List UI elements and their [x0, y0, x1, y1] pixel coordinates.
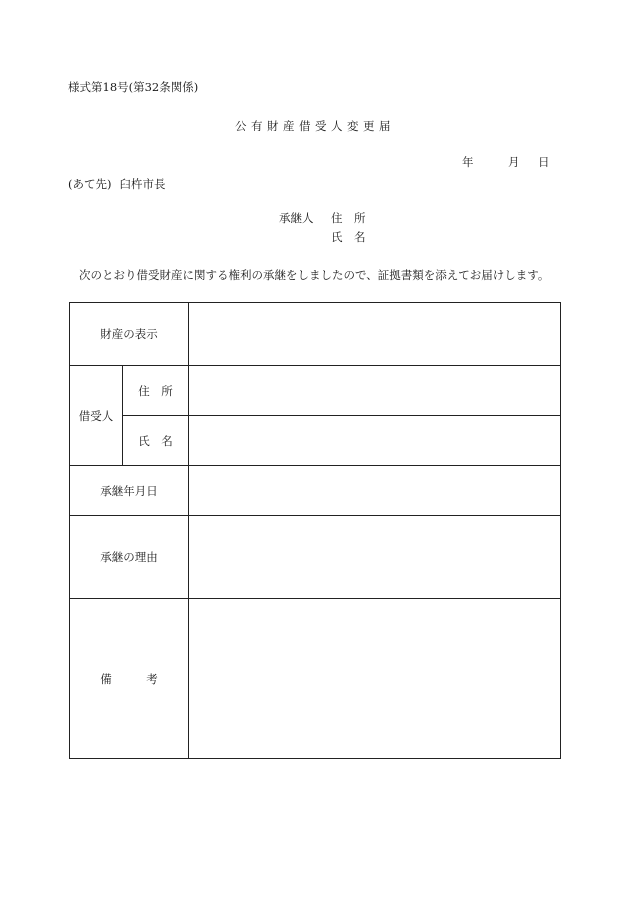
borrower-address-field[interactable]: [189, 366, 561, 416]
succession-reason-field[interactable]: [189, 516, 561, 599]
borrower-address-label: 住 所: [123, 366, 189, 416]
remarks-label: 備 考: [70, 599, 189, 759]
date-day-label: 日: [538, 155, 550, 169]
remarks-field[interactable]: [189, 599, 561, 759]
property-row: [70, 303, 561, 366]
borrower-name-label: 氏 名: [123, 416, 189, 466]
form-number: 様式第18号(第32条関係): [68, 80, 199, 94]
successor-name-label: 氏 名: [331, 230, 366, 244]
date-line: [462, 155, 550, 169]
remarks-row: [70, 599, 561, 759]
addressee: [68, 177, 165, 191]
property-label: 財産の表示: [70, 303, 189, 366]
borrower-name-row: [70, 416, 561, 466]
succession-reason-row: [70, 516, 561, 599]
succession-date-row: [70, 466, 561, 516]
successor-name-row: [279, 230, 366, 249]
successor-role: 承継人: [279, 211, 314, 225]
successor-address-label: 住 所: [331, 211, 366, 225]
successor-block: [279, 211, 366, 249]
borrower-name-field[interactable]: [189, 416, 561, 466]
succession-date-label: 承継年月日: [70, 466, 189, 516]
addressee-name: 臼杵市長: [119, 177, 166, 191]
succession-date-field[interactable]: [189, 466, 561, 516]
succession-reason-label: 承継の理由: [70, 516, 189, 599]
property-field[interactable]: [189, 303, 561, 366]
form-table: [69, 302, 561, 759]
addressee-prefix: (あて先): [68, 177, 112, 191]
date-year-label: 年: [462, 155, 474, 169]
successor-address-row: [279, 211, 366, 230]
date-month-label: 月: [508, 155, 520, 169]
borrower-address-row: [70, 366, 561, 416]
document-title: 公有財産借受人変更届: [235, 119, 395, 133]
statement-text: 次のとおり借受財産に関する権利の承継をしましたので、証拠書類を添えてお届けします。: [79, 268, 550, 282]
borrower-label: 借受人: [70, 366, 123, 466]
